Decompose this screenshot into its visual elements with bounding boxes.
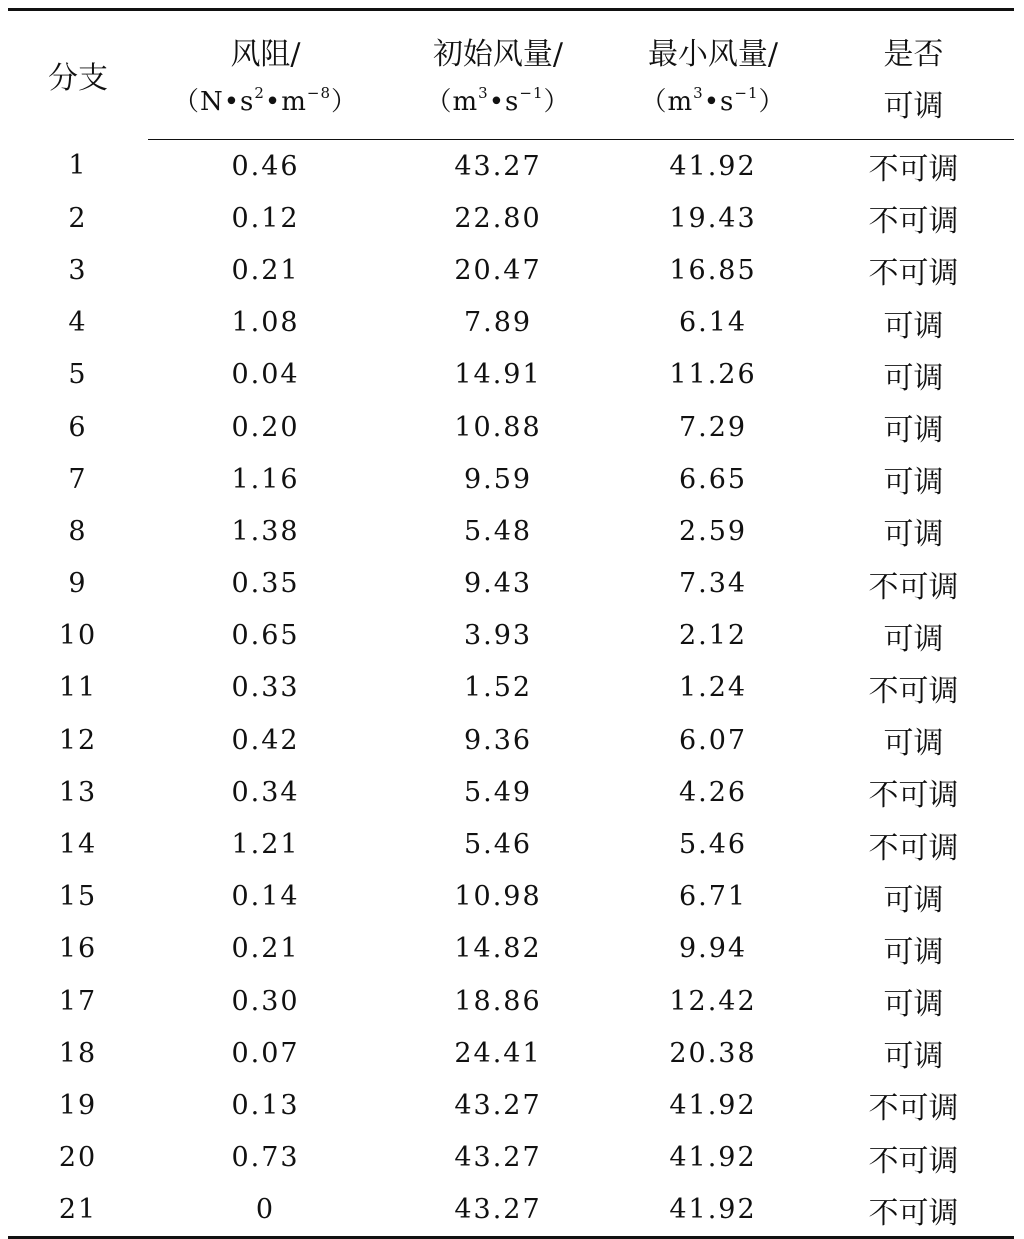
cell-min-airflow: 41.92 <box>669 150 757 182</box>
cell-min-airflow: 16.85 <box>669 254 757 286</box>
table-row <box>8 140 1014 193</box>
cell-resistance: 0.04 <box>231 359 300 391</box>
cell-branch: 8 <box>68 515 88 547</box>
cell-resistance: 0.20 <box>231 411 300 443</box>
cell-adjustable: 可调 <box>883 465 944 501</box>
cell-initial-airflow: 9.43 <box>463 568 533 600</box>
cell-min-airflow: 2.59 <box>678 515 748 547</box>
cell-adjustable: 可调 <box>883 726 944 762</box>
cell-initial-airflow: 14.91 <box>454 359 542 391</box>
cell-branch: 4 <box>68 307 88 339</box>
cell-adjustable: 可调 <box>883 934 944 970</box>
table-row <box>8 192 1014 244</box>
cell-min-airflow: 19.43 <box>669 202 757 234</box>
header-branch: 分支 <box>8 10 148 140</box>
cell-resistance: 0 <box>148 1184 383 1238</box>
cell-resistance: 1.08 <box>231 307 300 339</box>
cell-resistance: 0.33 <box>231 672 300 704</box>
cell-adjustable: 不可调 <box>868 1143 959 1179</box>
cell-min-airflow: 41.92 <box>669 1089 757 1121</box>
cell-branch: 21 <box>8 1184 148 1238</box>
table-body <box>8 140 1014 1238</box>
cell-branch: 9 <box>68 568 88 600</box>
cell-resistance: 0.34 <box>231 776 300 808</box>
cell-min-airflow: 6.14 <box>678 307 748 339</box>
cell-adjustable: 可调 <box>883 987 944 1023</box>
cell-branch: 14 <box>58 829 98 861</box>
cell-adjustable: 可调 <box>883 360 944 396</box>
cell-resistance: 0.30 <box>231 985 300 1017</box>
cell-adjustable: 不可调 <box>868 256 959 292</box>
header-resistance-label: 风阻/ <box>148 10 383 76</box>
cell-adjustable: 不可调 <box>813 1184 1014 1238</box>
cell-adjustable: 可调 <box>883 517 944 553</box>
table-row <box>8 610 1014 662</box>
cell-min-airflow: 41.92 <box>613 1184 813 1238</box>
table-row <box>8 766 1014 818</box>
cell-initial-airflow: 14.82 <box>454 933 542 965</box>
cell-adjustable: 不可调 <box>868 830 959 866</box>
table-row <box>8 818 1014 870</box>
cell-resistance: 0.13 <box>231 1089 300 1121</box>
cell-initial-airflow: 22.80 <box>454 202 542 234</box>
cell-branch: 6 <box>68 411 88 443</box>
branch-data-table <box>8 8 1014 1239</box>
cell-branch: 5 <box>68 359 88 391</box>
table-row <box>8 558 1014 610</box>
table-row <box>8 505 1014 557</box>
header-adjust-line2: 可调 <box>813 75 1014 140</box>
cell-resistance: 0.21 <box>231 254 300 286</box>
table-row <box>8 1132 1014 1184</box>
cell-branch: 7 <box>68 463 88 495</box>
table-row <box>8 975 1014 1027</box>
cell-branch: 2 <box>68 202 88 234</box>
cell-adjustable: 可调 <box>883 413 944 449</box>
cell-initial-airflow: 9.59 <box>463 463 533 495</box>
cell-min-airflow: 6.07 <box>678 724 748 756</box>
cell-initial-airflow: 5.49 <box>463 776 533 808</box>
cell-min-airflow: 41.92 <box>669 1142 757 1174</box>
header-row-1 <box>8 10 1014 76</box>
header-row-2 <box>8 75 1014 140</box>
table-row <box>8 662 1014 714</box>
cell-branch: 13 <box>58 776 98 808</box>
cell-initial-airflow: 43.27 <box>454 1089 542 1121</box>
cell-adjustable: 不可调 <box>868 152 959 188</box>
cell-resistance: 0.46 <box>231 150 300 182</box>
cell-initial-airflow: 5.46 <box>463 829 533 861</box>
cell-branch: 10 <box>58 620 98 652</box>
cell-min-airflow: 2.12 <box>678 620 748 652</box>
table-row <box>8 244 1014 296</box>
cell-branch: 3 <box>68 254 88 286</box>
cell-resistance: 1.38 <box>231 515 300 547</box>
cell-resistance: 0.73 <box>231 1142 300 1174</box>
table-row <box>8 453 1014 505</box>
cell-adjustable: 不可调 <box>868 778 959 814</box>
header-min-label: 最小风量/ <box>613 10 813 76</box>
header-initial-unit: $(m^3•s^{-1})$ <box>383 75 613 140</box>
cell-initial-airflow: 43.27 <box>454 1142 542 1174</box>
cell-resistance: 0.07 <box>231 1037 300 1069</box>
header-min-unit: $(m^3•s^{-1})$ <box>613 75 813 140</box>
cell-resistance: 0.42 <box>231 724 300 756</box>
cell-min-airflow: 4.26 <box>678 776 748 808</box>
cell-min-airflow: 20.38 <box>669 1037 757 1069</box>
cell-resistance: 0.12 <box>231 202 300 234</box>
cell-initial-airflow: 20.47 <box>454 254 542 286</box>
cell-resistance: 0.35 <box>231 568 300 600</box>
cell-initial-airflow: 3.93 <box>463 620 533 652</box>
cell-min-airflow: 12.42 <box>669 985 757 1017</box>
cell-min-airflow: 7.29 <box>678 411 748 443</box>
cell-branch: 12 <box>58 724 98 756</box>
cell-adjustable: 可调 <box>883 308 944 344</box>
cell-initial-airflow: 43.27 <box>454 150 542 182</box>
table-row <box>8 297 1014 349</box>
cell-adjustable: 不可调 <box>868 1091 959 1127</box>
cell-branch: 16 <box>58 933 98 965</box>
cell-initial-airflow: 10.88 <box>454 411 542 443</box>
cell-resistance: 1.21 <box>231 829 300 861</box>
cell-adjustable: 可调 <box>883 621 944 657</box>
table-row <box>8 401 1014 453</box>
table-row <box>8 923 1014 975</box>
cell-resistance: 1.16 <box>231 463 300 495</box>
cell-resistance: 0.65 <box>231 620 300 652</box>
table-row <box>8 1184 1014 1238</box>
cell-adjustable: 不可调 <box>868 569 959 605</box>
cell-initial-airflow: 10.98 <box>454 881 542 913</box>
cell-initial-airflow: 1.52 <box>463 672 533 704</box>
cell-min-airflow: 6.71 <box>678 881 748 913</box>
cell-min-airflow: 9.94 <box>678 933 748 965</box>
table-row <box>8 714 1014 766</box>
cell-branch: 19 <box>58 1089 98 1121</box>
cell-min-airflow: 7.34 <box>678 568 748 600</box>
cell-branch: 20 <box>58 1142 98 1174</box>
cell-branch: 15 <box>58 881 98 913</box>
cell-min-airflow: 6.65 <box>678 463 748 495</box>
data-table-container <box>8 8 1014 1239</box>
cell-min-airflow: 5.46 <box>678 829 748 861</box>
cell-resistance: 0.21 <box>231 933 300 965</box>
cell-initial-airflow: 7.89 <box>463 307 533 339</box>
header-initial-label: 初始风量/ <box>383 10 613 76</box>
cell-branch: 1 <box>68 150 88 182</box>
cell-initial-airflow: 5.48 <box>463 515 533 547</box>
cell-resistance: 0.14 <box>231 881 300 913</box>
cell-branch: 11 <box>58 672 98 704</box>
table-row <box>8 1079 1014 1131</box>
cell-branch: 17 <box>58 985 98 1017</box>
cell-initial-airflow: 24.41 <box>454 1037 542 1069</box>
table-row <box>8 349 1014 401</box>
cell-min-airflow: 1.24 <box>678 672 748 704</box>
cell-initial-airflow: 18.86 <box>454 985 542 1017</box>
cell-initial-airflow: 43.27 <box>383 1184 613 1238</box>
cell-branch: 18 <box>58 1037 98 1069</box>
cell-initial-airflow: 9.36 <box>463 724 533 756</box>
table-row <box>8 1027 1014 1079</box>
table-header <box>8 10 1014 140</box>
header-resistance-unit: $(N•s^2•m^{-8})$ <box>148 75 383 140</box>
cell-adjustable: 不可调 <box>868 673 959 709</box>
cell-min-airflow: 11.26 <box>669 359 757 391</box>
table-row <box>8 871 1014 923</box>
cell-adjustable: 不可调 <box>868 204 959 240</box>
cell-adjustable: 可调 <box>883 882 944 918</box>
cell-adjustable: 可调 <box>883 1039 944 1075</box>
header-adjust-line1: 是否 <box>813 10 1014 76</box>
